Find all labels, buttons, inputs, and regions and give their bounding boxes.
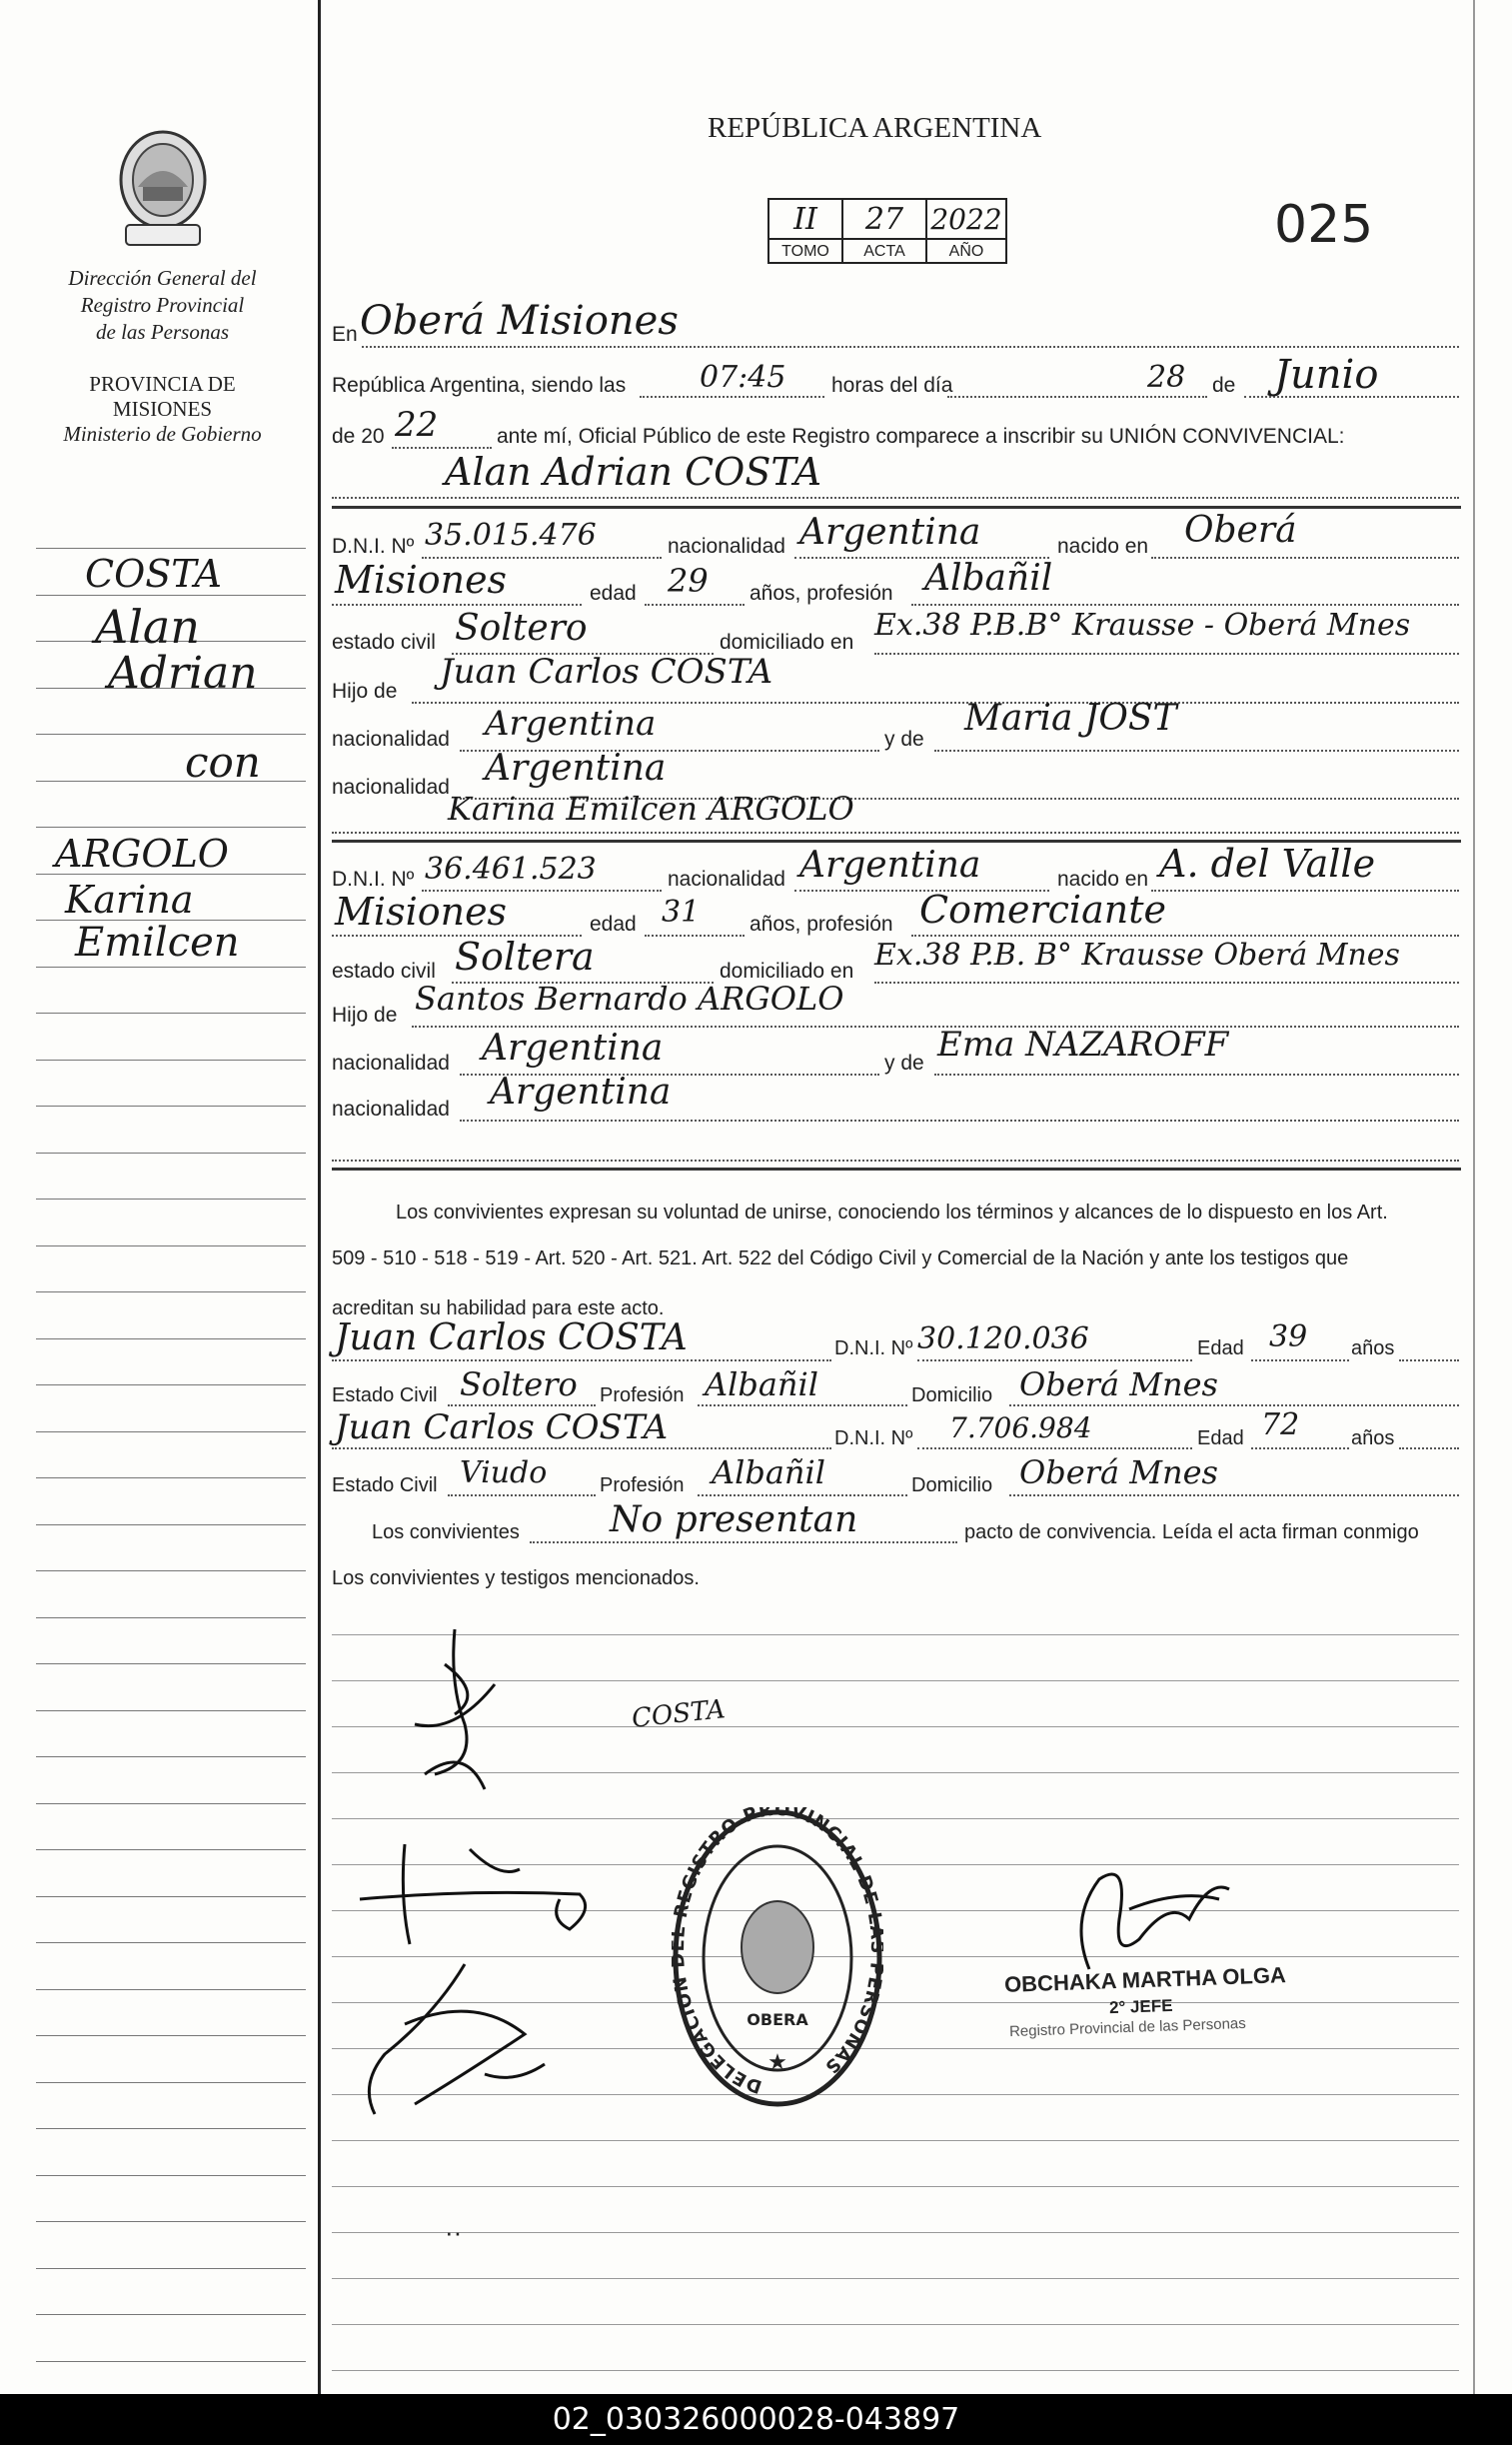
- p2-mnat-label: nacionalidad: [332, 1098, 450, 1121]
- ano-value: 2022: [925, 198, 1007, 240]
- footer-code: 02_030326000028-043897: [552, 2402, 960, 2437]
- closing-label: Los convivientes: [372, 1521, 520, 1543]
- p1-father-nat: Argentina: [485, 704, 657, 744]
- year-suffix: 22: [395, 405, 439, 445]
- intro-statement: ante mí, Oficial Público de este Registro comparece a inscribir su UNIÓN CONVIVENCIAL:: [497, 425, 1345, 448]
- sidebar-rule: [36, 2314, 306, 2315]
- sidebar-rule: [36, 1291, 306, 1292]
- p1-age-label: edad: [590, 582, 637, 605]
- p2-nat-value: Argentina: [799, 845, 981, 886]
- p1-hijo-label: Hijo de: [332, 680, 398, 703]
- sidebar-rule: [36, 1060, 306, 1061]
- official-signature: [1059, 1859, 1239, 1979]
- sidebar-rule: [36, 548, 306, 549]
- sidebar-rule: [36, 1756, 306, 1757]
- en-label: En: [332, 323, 358, 346]
- sidebar-rule: [36, 1663, 306, 1664]
- w2-dni-label: D.N.I. Nº: [834, 1427, 913, 1449]
- sidebar-rule: [36, 1617, 306, 1618]
- w2-dni: 7.706.984: [949, 1411, 1092, 1444]
- w1-prof-label: Profesión: [600, 1384, 685, 1406]
- p1-mnat-label: nacionalidad: [332, 776, 450, 799]
- w1-edad-label: Edad: [1197, 1337, 1244, 1359]
- signature-3: [350, 1839, 600, 1949]
- p1-fnat-label: nacionalidad: [332, 728, 450, 751]
- p2-civil-label: estado civil: [332, 960, 436, 983]
- p2-age-label: edad: [590, 913, 637, 936]
- acta-label: ACTA: [841, 238, 927, 264]
- closing-value: No presentan: [610, 1499, 858, 1540]
- org-line-1: Dirección General del: [68, 266, 257, 290]
- tomo-label: TOMO: [767, 238, 843, 264]
- sidebar-rule: [36, 967, 306, 968]
- w2-prof-label: Profesión: [600, 1474, 685, 1496]
- signature-rule: [332, 2140, 1459, 2141]
- sidebar-rule: [36, 2128, 306, 2129]
- signature-1: [395, 1624, 515, 1794]
- p1-age-value: 29: [668, 562, 709, 600]
- w2-civil-label: Estado Civil: [332, 1474, 438, 1496]
- tomo-value: II: [767, 198, 843, 240]
- w2-age: 72: [1261, 1407, 1300, 1442]
- signature-rule: [332, 2186, 1459, 2187]
- right-edge: [1473, 0, 1475, 2394]
- w2-name: Juan Carlos COSTA: [335, 1407, 669, 1447]
- sidebar-rule: [36, 2035, 306, 2036]
- sidebar-rule: [36, 1153, 306, 1154]
- sidebar-rule: [36, 2082, 306, 2083]
- seal-city: OBERA: [747, 2010, 808, 2029]
- p1-father-value: Juan Carlos COSTA: [440, 652, 773, 692]
- seal-ring-text: DELEGACION REGISTRO PROVINCIAL DE ERSONAS: [672, 1807, 883, 2097]
- official-seal: [672, 1807, 883, 2109]
- signature-rule: [332, 1818, 1459, 1819]
- year-prefix: de 20: [332, 425, 385, 448]
- w1-dom-label: Domicilio: [911, 1384, 993, 1406]
- day-value: 28: [1147, 360, 1186, 395]
- closing-line-2: Los convivientes y testigos mencionados.: [332, 1567, 700, 1589]
- record-number: 025: [1274, 195, 1374, 255]
- p2-born-label: nacido en: [1057, 868, 1149, 891]
- sidebar-rule: [36, 1013, 306, 1014]
- ministry: Ministerio de Gobierno: [63, 422, 262, 446]
- sidebar-rule: [36, 2268, 306, 2269]
- w2-addr: Oberá Mnes: [1019, 1453, 1218, 1491]
- p2-born-cont: Misiones: [335, 890, 508, 934]
- closing-pact: pacto de convivencia. Leída el acta firman conmigo: [964, 1521, 1419, 1543]
- sidebar-rule: [36, 1896, 306, 1897]
- w2-edad-label: Edad: [1197, 1427, 1244, 1449]
- hour-value: 07:45: [700, 360, 786, 395]
- p2-mother-nat: Argentina: [490, 1072, 672, 1113]
- p2-nat-label: nacionalidad: [668, 868, 785, 891]
- p2-mother-value: Ema NAZAROFF: [937, 1025, 1229, 1065]
- p2-civil-value: Soltera: [455, 935, 595, 979]
- p2-born-value: A. del Valle: [1159, 842, 1376, 886]
- sidebar-rule: [36, 827, 306, 828]
- w1-dni-label: D.N.I. Nº: [834, 1337, 913, 1359]
- sidebar-rule: [36, 1338, 306, 1339]
- p1-civil-label: estado civil: [332, 631, 436, 654]
- sidebar-connector: con: [185, 738, 261, 787]
- sidebar-rule: [36, 734, 306, 735]
- p2-fnat-label: nacionalidad: [332, 1052, 450, 1075]
- w1-name: Juan Carlos COSTA: [335, 1317, 688, 1358]
- sidebar-rule: [36, 1477, 306, 1478]
- official-office: Registro Provincial de las Personas: [1008, 2014, 1247, 2041]
- sidebar-rule: [36, 1245, 306, 1246]
- p1-dni-label: D.N.I. Nº: [332, 535, 415, 558]
- p1-yde-label: y de: [884, 728, 924, 751]
- ano-label: AÑO: [925, 238, 1007, 264]
- sidebar-rule: [36, 2361, 306, 2362]
- province-logo: [108, 125, 218, 255]
- sidebar-rule: [36, 1524, 306, 1525]
- signature-rule: [332, 2232, 1459, 2233]
- signature-rule: [332, 2278, 1459, 2279]
- sidebar-name-first1: Alan: [95, 600, 200, 654]
- sidebar-name-surname2: ARGOLO: [55, 832, 229, 876]
- p1-born-label: nacido en: [1057, 535, 1149, 558]
- declaration-line-3: acreditan su habilidad para este acto.: [332, 1297, 665, 1319]
- place-value: Oberá Misiones: [360, 298, 679, 344]
- p2-dni-label: D.N.I. Nº: [332, 868, 415, 891]
- sidebar-rule: [36, 1803, 306, 1804]
- sidebar-rule: [36, 1384, 306, 1385]
- p1-addr-label: domiciliado en: [720, 631, 854, 654]
- sidebar-name-surname1: COSTA: [85, 552, 222, 596]
- w2-dom-label: Domicilio: [911, 1474, 993, 1496]
- declaration-line-2: 509 - 510 - 518 - 519 - Art. 520 - Art. 521. Art. 522 del Código Civil y Comercial de la Nación y ante los testigos que: [332, 1247, 1349, 1269]
- p2-yde-label: y de: [884, 1052, 924, 1075]
- rep-label: República Argentina, siendo las: [332, 374, 627, 397]
- signature-4: [345, 1954, 575, 2124]
- sidebar-rule: [36, 2221, 306, 2222]
- signature-rule: [332, 2324, 1459, 2325]
- sidebar-rule: [36, 1431, 306, 1432]
- acta-value: 27: [841, 198, 927, 240]
- margin-rule: [318, 0, 321, 2394]
- sidebar-rule: [36, 1942, 306, 1943]
- p1-mother-nat: Argentina: [485, 748, 667, 789]
- p1-born-cont: Misiones: [335, 558, 508, 602]
- w1-civil: Soltero: [460, 1365, 578, 1403]
- w2-prof: Albañil: [712, 1453, 825, 1491]
- person2-fullname: Karina Emilcen ARGOLO: [448, 790, 854, 828]
- p1-born-value: Oberá: [1184, 510, 1297, 551]
- sidebar-name-middle1: Adrian: [108, 648, 258, 699]
- de-label: de: [1212, 374, 1236, 397]
- p1-nat-value: Argentina: [799, 512, 981, 553]
- official-title: 2° JEFE: [1108, 1995, 1173, 2018]
- sidebar-rule: [36, 2175, 306, 2176]
- stray-marks: ··: [445, 2217, 463, 2247]
- signature-rule: [332, 2370, 1459, 2371]
- sidebar-name-first2: Karina: [65, 878, 194, 922]
- month-value: Junio: [1274, 352, 1379, 398]
- p2-hijo-label: Hijo de: [332, 1004, 398, 1027]
- province-line-2: MISIONES: [112, 397, 213, 421]
- footer-bar: [0, 2394, 1512, 2445]
- w1-anos-label: años: [1351, 1337, 1395, 1359]
- sidebar-name-middle2: Emilcen: [75, 920, 240, 966]
- p1-civil-value: Soltero: [455, 608, 588, 649]
- sidebar-rule: [36, 1849, 306, 1850]
- horas-label: horas del día: [831, 374, 953, 397]
- w1-age: 39: [1269, 1319, 1308, 1354]
- province-line-1: PROVINCIA DE: [89, 372, 236, 396]
- p1-addr-value: Ex.38 P.B.B° Krausse - Oberá Mnes: [874, 608, 1411, 643]
- sidebar-rule: [36, 1106, 306, 1107]
- sidebar-rule: [36, 1570, 306, 1571]
- org-line-2: Registro Provincial: [80, 293, 245, 317]
- sidebar-rule: [36, 1710, 306, 1711]
- w1-prof: Albañil: [705, 1365, 818, 1403]
- p2-prof-value: Comerciante: [919, 888, 1166, 932]
- person1-fullname: Alan Adrian COSTA: [445, 450, 822, 494]
- p2-addr-label: domiciliado en: [720, 960, 854, 983]
- sidebar-rule: [36, 1199, 306, 1200]
- w1-civil-label: Estado Civil: [332, 1384, 438, 1406]
- p2-father-value: Santos Bernardo ARGOLO: [415, 980, 844, 1018]
- p2-dni-value: 36.461.523: [425, 852, 597, 887]
- p1-prof-value: Albañil: [924, 558, 1053, 599]
- org-line-3: de las Personas: [96, 320, 229, 344]
- p2-addr-value: Ex.38 P.B. B° Krausse Oberá Mnes: [874, 938, 1400, 973]
- p1-dni-value: 35.015.476: [425, 518, 597, 553]
- w2-anos-label: años: [1351, 1427, 1395, 1449]
- sidebar-rule: [36, 1989, 306, 1990]
- w2-civil: Viudo: [460, 1455, 548, 1490]
- p2-age-value: 31: [662, 895, 701, 930]
- official-name: OBCHAKA MARTHA OLGA: [1003, 1962, 1287, 1997]
- sidebar-rule: [36, 781, 306, 782]
- svg-text:★: ★: [767, 2049, 787, 2074]
- signature-2: COSTA: [630, 1694, 728, 1734]
- w1-addr: Oberá Mnes: [1019, 1365, 1218, 1403]
- p2-prof-label: años, profesión: [750, 913, 893, 936]
- p1-mother-value: Maria JOST: [964, 698, 1177, 739]
- w1-dni: 30.120.036: [917, 1321, 1089, 1356]
- p2-father-nat: Argentina: [482, 1028, 664, 1069]
- p1-nat-label: nacionalidad: [668, 535, 785, 558]
- p1-prof-label: años, profesión: [750, 582, 893, 605]
- country-title: REPÚBLICA ARGENTINA: [708, 112, 1042, 144]
- declaration-line-1: Los convivientes expresan su voluntad de unirse, conociendo los términos y alcances de lo dispuesto en los Art.: [396, 1202, 1388, 1223]
